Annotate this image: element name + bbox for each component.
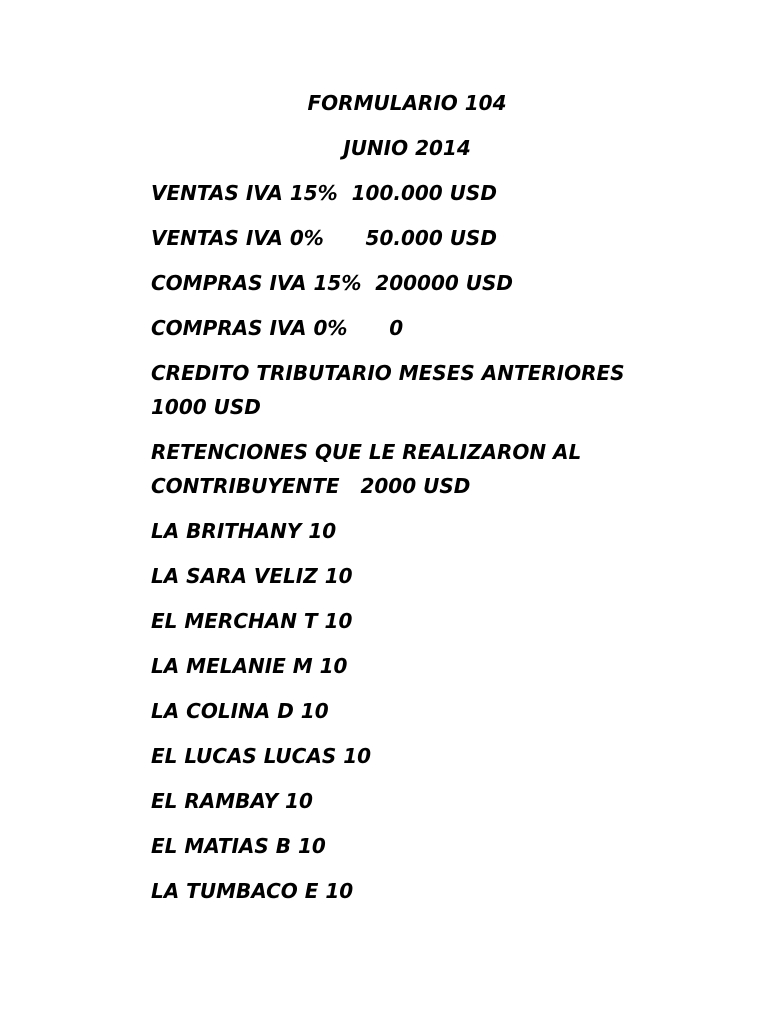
name-item: EL LUCAS LUCAS 10 (151, 744, 372, 768)
name-item: EL MERCHAN T 10 (151, 609, 353, 633)
document-title: FORMULARIO 104 (307, 91, 507, 115)
name-item: EL RAMBAY 10 (151, 789, 313, 813)
document-page (151, 92, 671, 925)
name-item: LA COLINA D 10 (151, 699, 329, 723)
name-item: LA TUMBACO E 10 (151, 879, 354, 903)
name-item: EL MATIAS B 10 (151, 834, 326, 858)
entry-retenciones: RETENCIONES QUE LE REALIZARON AL CONTRIBUYENTE 2000 USD (151, 440, 589, 498)
entry-credito-tributario: CREDITO TRIBUTARIO MESES ANTERIORES 1000 USD (151, 361, 639, 419)
entry-ventas-iva-0: VENTAS IVA 0% 50.000 USD (151, 226, 497, 250)
name-item: LA BRITHANY 10 (151, 519, 337, 543)
document-subtitle: JUNIO 2014 (343, 136, 471, 160)
entry-compras-iva-0: COMPRAS IVA 0% 0 (151, 316, 404, 340)
name-item: LA SARA VELIZ 10 (151, 564, 353, 588)
entry-ventas-iva-15: VENTAS IVA 15% 100.000 USD (151, 181, 497, 205)
name-item: LA MELANIE M 10 (151, 654, 348, 678)
entry-compras-iva-15: COMPRAS IVA 15% 200000 USD (151, 271, 513, 295)
